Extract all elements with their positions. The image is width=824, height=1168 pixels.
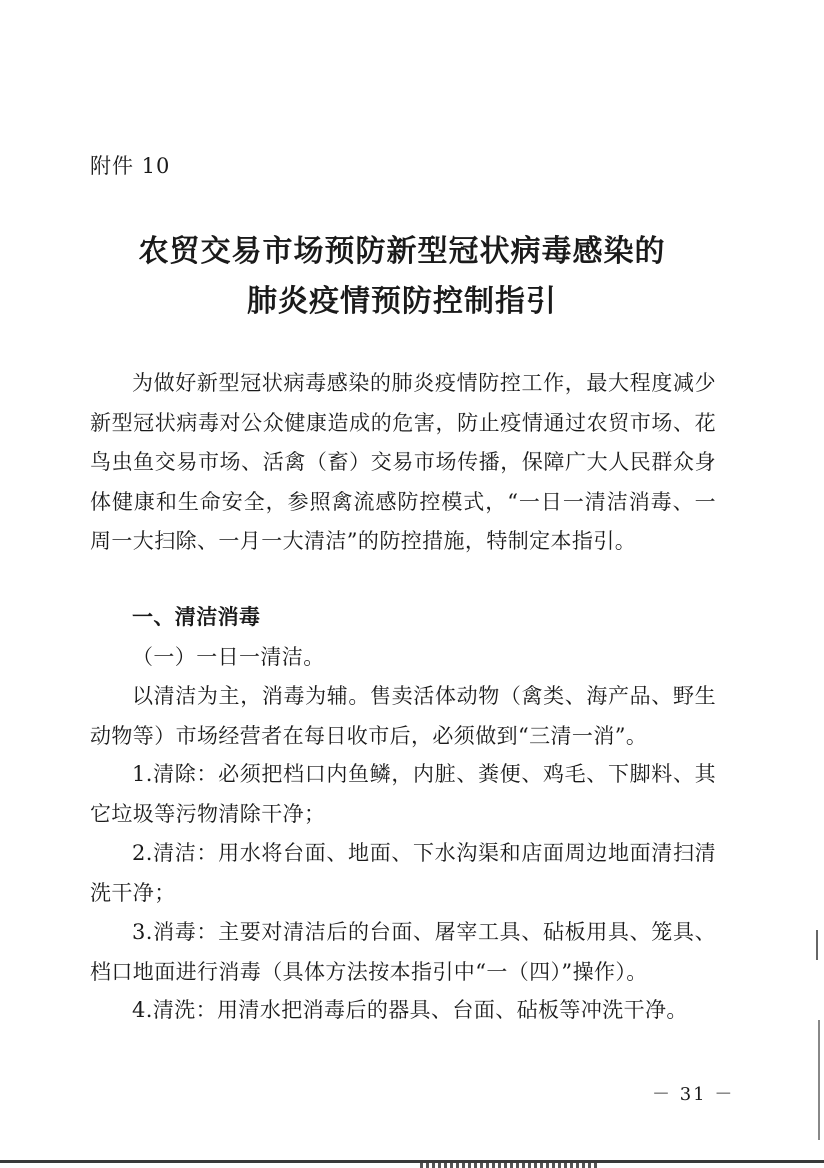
list-item-clean: 2.清洁：用水将台面、地面、下水沟渠和店面周边地面清扫清洗干净； — [90, 841, 716, 905]
intro-paragraph: 为做好新型冠状病毒感染的肺炎疫情防控工作，最大程度减少新型冠状病毒对公众健康造成的危害，防止疫情通过农贸市场、花鸟虫鱼交易市场、活禽（畜）交易市场传播，保障广大人民群众身体健康和生命安全，参照禽流感防控模式，“一日一清洁消毒、一周一大扫除、一月一大清洁”的防控措施，特制定本指引。 — [90, 371, 716, 553]
scan-edge-noise — [420, 1163, 600, 1168]
page-number: － 31 － — [652, 1084, 735, 1105]
subsection-heading: （一）一日一清洁。 — [132, 645, 325, 669]
section-heading: 一、清洁消毒 — [132, 605, 261, 629]
scan-edge-mark — [818, 1020, 820, 1140]
document-title-line-2: 肺炎疫情预防控制指引 — [247, 284, 557, 319]
scan-edge-mark — [816, 930, 818, 960]
list-item-disinfect: 3.消毒：主要对清洁后的台面、屠宰工具、砧板用具、笼具、档口地面进行消毒（具体方法按本指引中“一（四）”操作）。 — [90, 920, 716, 984]
scan-edge-line — [0, 1160, 824, 1163]
document-title-line-1: 农贸交易市场预防新型冠状病毒感染的 — [138, 234, 666, 269]
list-item-clear: 1.清除：必须把档口内鱼鳞，内脏、粪便、鸡毛、下脚料、其它垃圾等污物清除干净； — [90, 762, 716, 826]
list-item-rinse: 4.清洗：用清水把消毒后的器具、台面、砧板等冲洗干净。 — [132, 998, 688, 1022]
body-paragraph: 以清洁为主，消毒为辅。售卖活体动物（禽类、海产品、野生动物等）市场经营者在每日收市后，必须做到“三清一消”。 — [90, 684, 716, 748]
attachment-label: 附件 10 — [90, 154, 171, 178]
